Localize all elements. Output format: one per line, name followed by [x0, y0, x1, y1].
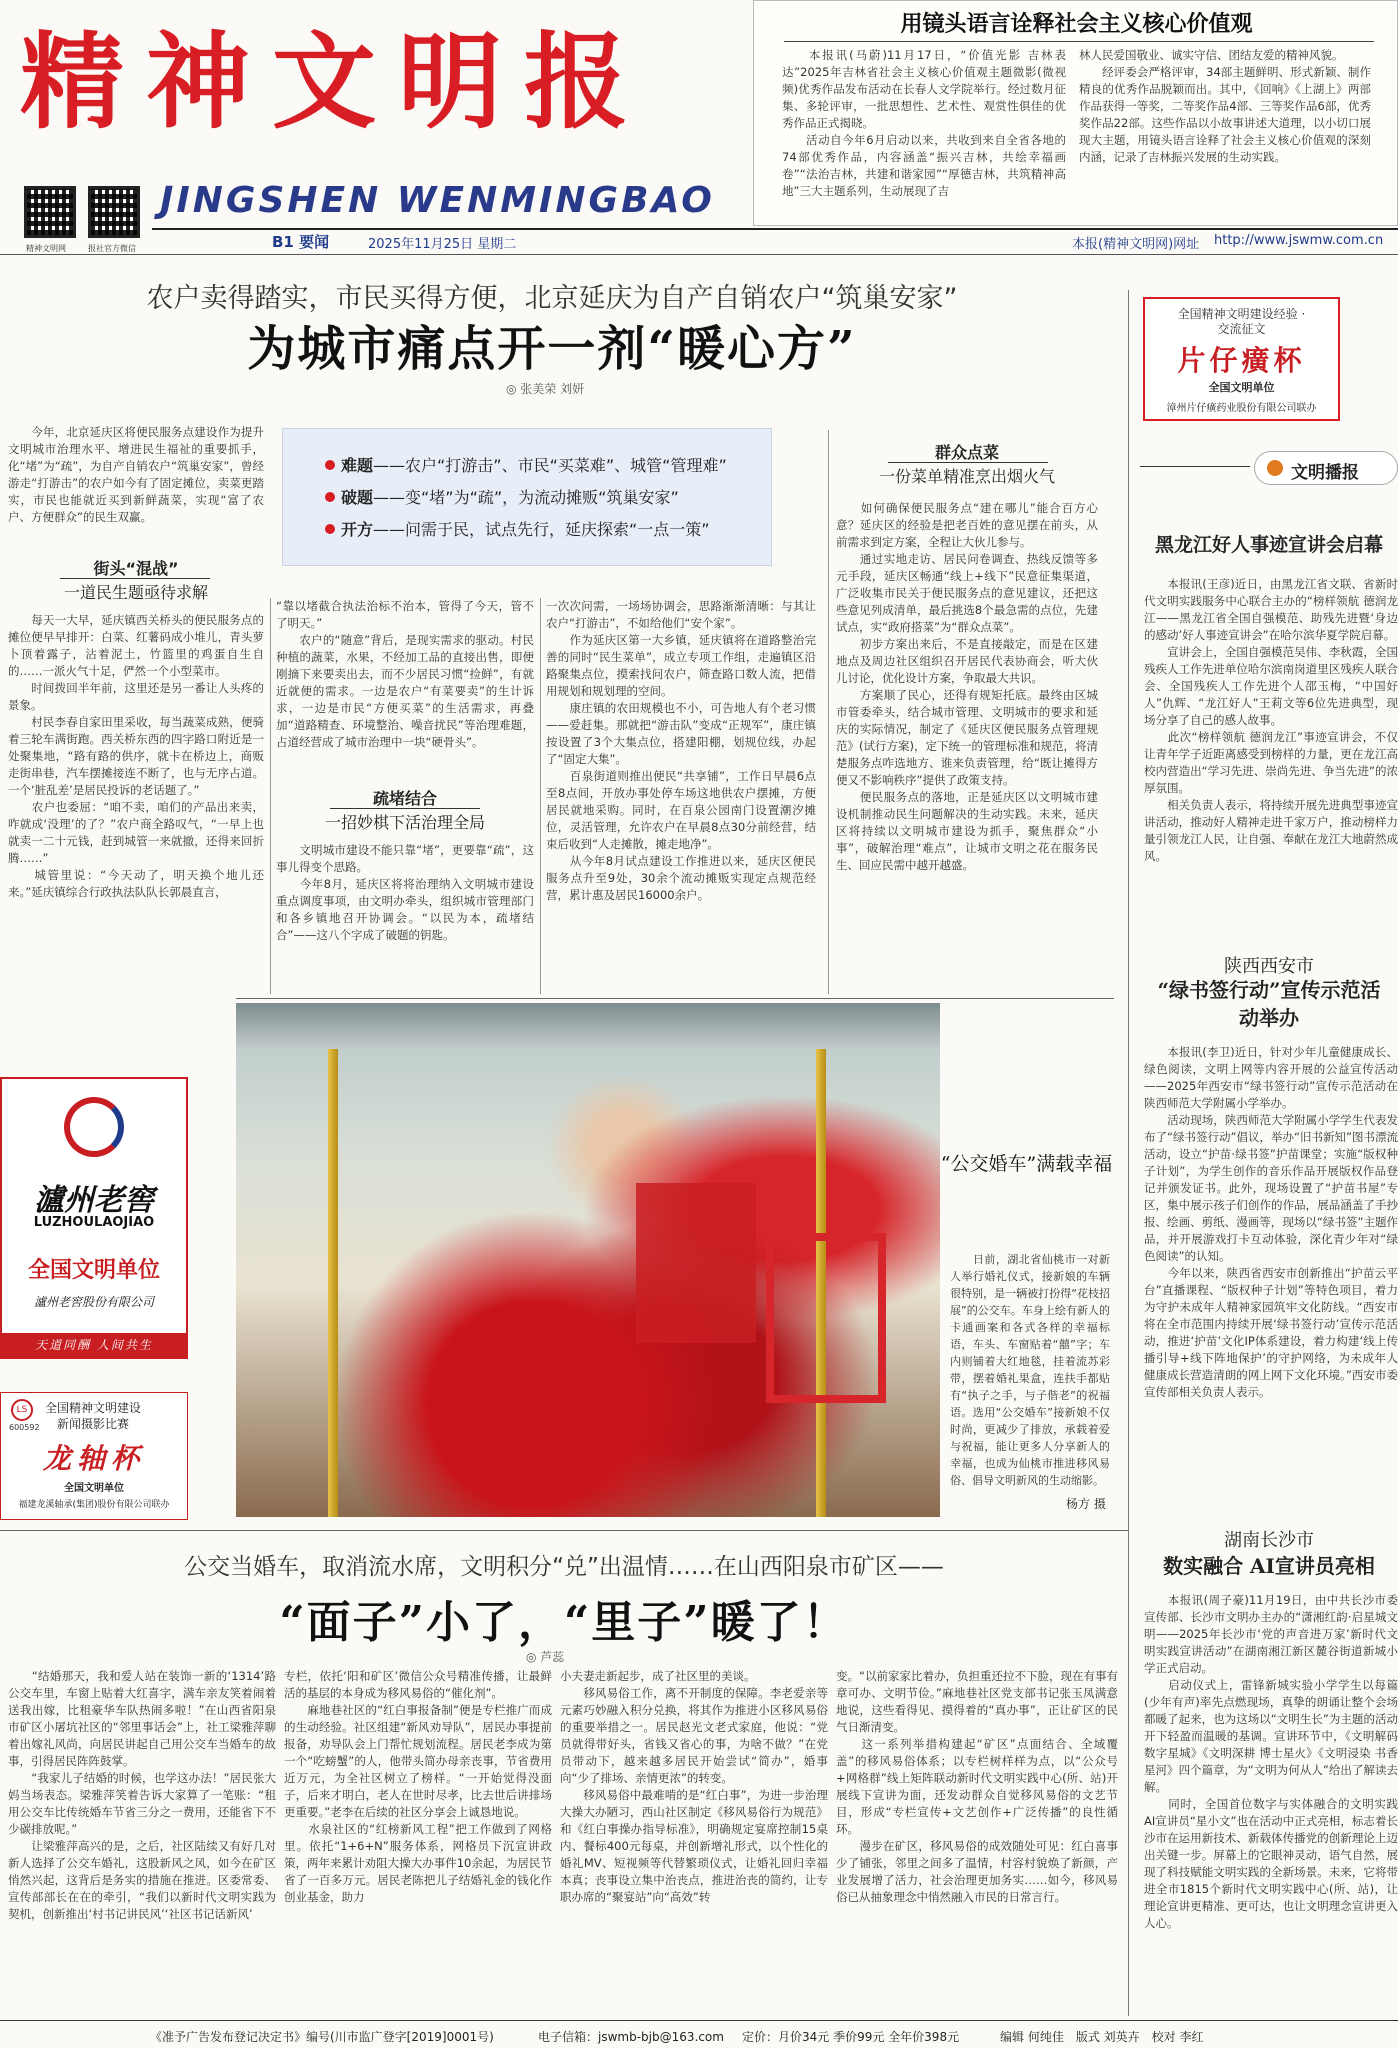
section4-head: 群众点菜: [934, 443, 999, 462]
section-label-badge: [1254, 451, 1398, 485]
story2-kicker: 陕西西安市: [1224, 956, 1314, 977]
story3-title: 数实融合 AI宣讲员亮相: [1163, 1554, 1375, 1578]
ad2-company: 瀘州老窖股份有限公司: [33, 1295, 154, 1309]
section3-text: 一次次问需，一场场协调会，思路渐渐清晰：与其让农户“打游击”，不如给他们“安个家”。 作为延庆区第一大乡镇，延庆镇将在道路整治完善的同时“民生菜单”，成立专项工作组，走遍镇区沿路聚集点位，摸索找问农户，筛查路口数人流，把借用规划和规划理的空间。 康庄镇的农田规模也不小，可告地人有个老习惯——爱赶集。那就把“游击队”变成“正规军”，康庄镇按设置了3个大集点位，搭建阳棚，划规位线，办起了“固定大集”。 百泉街道则推出便民“共享铺”，工作日早晨6点至8点间，开放办事处停车场这地供农户摆摊，方便居民就地采购。同时，在百泉公园南门设置潮汐摊位，灵活管理，允许农户在早晨8点30分前经营，结束后收到“人走摊散，摊走地净”。 从今年8月试点建设工作推进以来，延庆区便民服务点升至9处，30余个流动摊贩实现定点规范经营，累计惠及居民16000余户。: [546, 599, 816, 902]
bullet-icon: [325, 524, 335, 534]
footer-email[interactable]: 电子信箱：jswmb-bjb@163.com: [538, 2030, 724, 2044]
site-label: 本报(精神文明网)网址: [1072, 237, 1200, 252]
ad2-slogan: 天道同酬 人间共生: [2, 1333, 186, 1357]
section-label: 文明播报: [1291, 463, 1359, 483]
page-label: B1 要闻: [272, 233, 330, 251]
bottom-byline: ◎ 芦蕊: [526, 1650, 565, 1664]
bullet-icon: [325, 460, 335, 470]
ad2-pinyin: LUZHOULAOJIAO: [33, 1215, 155, 1230]
section2-sub: 一招妙棋下活治理全局: [324, 813, 485, 832]
ad3-mid: 全国文明单位: [64, 1483, 124, 1494]
issue-date: 2025年11月25日 星期二: [368, 237, 517, 252]
ad1-brand: 片仔癀杯: [1177, 344, 1306, 377]
main-kicker: 农户卖得踏实，市民买得方便，北京延庆为自产自销农户“筑巢安家”: [146, 283, 958, 314]
story3-kicker: 湖南长沙市: [1224, 1530, 1314, 1551]
ad2-brand: 瀘州老窖: [34, 1183, 154, 1218]
section2-text: “靠以堵截合执法治标不治本，管得了今天，管不了明天。” 农户的“随意”背后，是现实需求的驱动。村民种植的蔬菜，水果，不经加工品的直接出售，即便刚摘下来要卖出去，而不少居民习惯“捡鲜”，有就近就便的需求。一边是农户“有菜要卖”的生计诉求，一边是市民“方便买菜”的生活需求，再叠加“道路精查、环境整治、噪音扰民”等治理难题，占道经营成了城市治理中一块“硬骨头”。: [276, 599, 534, 749]
luzhoulaojiao-ad: [0, 1077, 188, 1359]
summary-label: 开方: [341, 520, 374, 539]
section1-head: 街头“混战”: [93, 559, 179, 578]
footer-staff: 编辑 何纯佳 版式 刘英卉 校对 李红: [1000, 2030, 1204, 2044]
site-url[interactable]: http://www.jswmw.com.cn: [1214, 233, 1384, 248]
ad3-code: 600592: [9, 1423, 40, 1432]
bottom-col4: 变。“以前家家比着办，负担重还拉不下脸，现在有事有章可办、文明节俭。”麻地巷社区党支部书记张玉凤满意地说，这些看得见、摸得着的“真办事”，正让矿区的民气日渐清变。 这一系列举措构建起“矿区”点面结合、全域覆盖”的移风易俗体系；以专栏树样样为点，以“公众号+网格群”线上矩阵联动新时代文明实践中心(所、站)开展线下宣讲为面，还发动群众自觉移风易俗的文艺节目，形成“专栏宣传+文艺创作+广泛传播”的良性循环。 漫步在矿区，移风易俗的成效随处可见：红白喜事少了铺张，邻里之间多了温情，村容村貌焕了新颜，产业发展增了活力，社会治理更加务实……如今，移风易俗已从抽象理念中悄然融入市民的日常言行。: [836, 1669, 1118, 1904]
bottom-col1: “结婚那天，我和爱人站在装饰一新的‘1314’路公交车里，车窗上贴着大红喜字，满车亲友笑着闹着送我出嫁，比租豪华车队热闹多啦！”在山西省阳泉市矿区小屠坑社区的“邻里事话会”上，社工梁雅萍聊着出嫁礼风尚，向居民讲起自己用公交车当婚车的故事，引得居民阵阵鼓掌。 “我家儿子结婚的时候，也学这办法！”居民张大妈当场表态。梁雅萍笑着告诉大家算了一笔账：“租用公交车比传统婚车节省三分之一费用，还能省下不少碳排放呢。” 让梁雅萍高兴的是，之后，社区陆续又有好几对新人选择了公交车婚礼，这股新风之风，如今在矿区悄然兴起，这背后是务实的措施在推进。区委常委、宣传部部长在在的牵引，“我们以新时代文明实践为契机，创新推出‘村书记讲民风’‘社区书记话新风’: [8, 1669, 276, 1921]
section2-text2: 文明城市建设不能只靠“堵”，更要靠“疏”，这事儿得变个思路。 今年8月，延庆区将将治理纳入文明城市建设重点调度事项，由文明办牵头，组织城市管理部门和各乡镇地召开协调会。“以民为本，疏堵结合”——这八个字成了破题的钥匙。: [276, 843, 534, 942]
masthead-title: 精神文明报: [20, 20, 651, 143]
story1-title: 黑龙江好人事迹宣讲会启幕: [1154, 534, 1383, 556]
ls-logo-icon: LS: [11, 1399, 33, 1421]
pianzaihuang-ad: [1143, 297, 1340, 421]
section2-head: 疏堵结合: [372, 789, 437, 808]
ad3-brand: 龙轴杯: [42, 1442, 145, 1475]
ad1-mid: 全国文明单位: [1208, 381, 1275, 394]
section4-sub: 一份菜单精准烹出烟火气: [878, 467, 1055, 486]
bus-wedding-photo: [236, 1003, 940, 1517]
top-story-box: [753, 0, 1398, 226]
bottom-kicker: 公交当婚车，取消流水席，文明积分“兑”出温情……在山西阳泉市矿区——: [184, 1554, 944, 1580]
top-story-col2: 林人民爱国敬业、诚实守信、团结友爱的精神风貌。 经评委会严格评审，34部主题鲜明、形式新颖、制作精良的优秀作品脱颖而出。其中，《回响》《上湖上》两部作品获得一等奖，二等奖作品4部、三等奖作品6部，优秀奖作品22部。这些作品以小故事讲述大道理，以小切口展现大主题，用镜头语言诠释了社会主义核心价值观的深刻内涵，记录了吉林振兴发展的生动实践。: [1079, 48, 1371, 164]
ad3-company: 福建龙溪轴承(集团)股份有限公司联办: [18, 1500, 170, 1510]
story1-text: 本报讯(王彦)近日，由黑龙江省文联、省新时代文明实践服务中心联合主办的“榜样领航 德润龙江——黑龙江省全国自强模范、助残先进暨‘身边的感动’好人事迹宣讲会”在哈尔滨华夏学院启幕。 宣讲会上，全国自强模范吴伟、李秋霞，全国残疾人工作先进单位哈尔滨南岗道里区残疾人联合会、全国残疾人工作先进个人邵玉梅，“中国好人”仇辉、“龙江好人”王莉文等6位先进典型，现场分享了自己的感人故事。 此次“榜样领航 德润龙江”事迹宣讲会，不仅让青年学子近距离感受到榜样的力量，更在龙江高校内营造出“学习先进、崇尚先进、争当先进”的浓厚氛围。 相关负责人表示，将持续开展先进典型事迹宣讲活动，推动好人精神走进千家万户，推动榜样力量引领龙江人民，让自强、奉献在龙江大地蔚然成风。: [1144, 577, 1398, 863]
bottom-col3: 小夫妻走新起步，成了社区里的美谈。 移风易俗工作，离不开制度的保障。李老爱亲等元素巧妙融入积分兑换，将其作为推进小区移风易俗的重要举措之一。居民赵光文老式家庭，他说：“党员就得带好头，省钱又省心的事，为啥不做？”在党员带动下，越来越多居民开始尝试“简办”，婚事向“少了排场、亲情更浓”的转变。 移风易俗中最难啃的是“红白事”，为进一步治理大操大办陋习，西山社区制定《移风易俗行为规范》和《红白事操办指导标准》，明确规定宴席控制15桌内、餐标400元每桌，并创新增礼形式，以个性化的婚礼MV、短视频等代替繁琐仪式，让婚礼回归幸福本真；丧事设立集中治丧点，推进治丧的简约，让专职办席的“聚宴站”向“高效”转: [560, 1669, 828, 1904]
top-story-col1: 本报讯(马蔚)11月17日，“价值光影 吉林表达”2025年吉林省社会主义核心价值观主题微影(微视频)优秀作品发布活动在长春人文学院举行。经过数月征集、多轮评审，一批思想性、艺术性、观赏性俱佳的优秀作品正式揭晓。 活动自今年6月启动以来，共收到来自全省各地的74部优秀作品，内容涵盖“振兴吉林，共绘幸福画卷”“法治吉林，共建和谐家园”“厚德吉林，共筑精神高地”三大主题系列，生动展现了吉: [782, 48, 1066, 198]
story3-text: 本报讯(周子豪)11月19日，由中共长沙市委宣传部、长沙市文明办主办的“潇湘红韵·启星城文明——2025年长沙市‘党的声音进万家’新时代文明实践宣讲活动”在湖南湘江新区麓谷街道新城小学正式启动。 启动仪式上，雷锋新城实验小学学生以每篇(少年有声)率先点燃现场，真挚的朗诵让整个会场都暖了起来，也为这场以“文明生长”为主题的活动开下轻盈而温暖的基调。宣讲环节中，《文明解码 数字星城》《文明深耕 博士星火》《文明浸染 书香星河》四个篇章，为“文明为何从人”给出了解读去解。 同时，全国首位数字与实体融合的文明实践 AI宣讲员“星小文”也在活动中正式亮相，标志着长沙市在运用新技术、新载体传播党的创新理论上迈出关键一步。屏幕上的它眼神灵动，语气自然，展现了科技赋能文明实践的全新场景。未来，它将带进全市1815个新时代文明实践中心(所、站)，让理论宣讲更精准、更可达，也让文明理念宣讲更入人心。: [1144, 1593, 1398, 1930]
ad3-top2: 新闻摄影比赛: [57, 1417, 130, 1431]
luzhou-logo-icon: [64, 1097, 124, 1157]
section4-text: 如何确保便民服务点“建在哪儿”能合百方心意？延庆区的经验是把老百姓的意见摆在前头，从前需求到定方案，全程让大伙儿参与。 通过实地走访、居民问卷调查、热线反馈等多元手段，延庆区畅通“线上+线下”民意征集渠道，广泛收集市民关于便民服务点的意见建议，还把这些意见列成清单，最后挑选8个最急需的点位，先建试点，实“政府搭菜”为“群众点菜”。 初步方案出来后，不是直接敲定，而是在区建地点及周边社区组织召开居民代表协商会，听大伙儿讨论，优化设计方案，争取最大共识。 方案顺了民心，还得有规矩托底。最终由区城市管委牵头，结合城市管理、文明城市的要求和延庆的实际情况，制定了《延庆区便民服务点管理规范》(试行方案)，定下统一的管理标准和规范，将清楚服务点咋选地方、谁来负责管理，给“既让摊得方便又不影响秩序”提供了政策支持。 便民服务点的落地，正是延庆区以文明城市建设机制推动民生问题解决的生动实践。未来，延庆区将持续以文明城市建设为抓手，聚焦群众“小事”，破解治理“难点”，让城市文明之花在服务民生、回应民需中越开越盛。: [836, 501, 1098, 872]
main-intro: 今年，北京延庆区将便民服务点建设作为提升文明城市治理水平、增进民生福祉的重要抓手，化“堵”为“疏”，为自产自销农户“筑巢安家”，曾经游走“打游击”的农户如今有了固定摊位，卖菜更踏实，市民也能就近买到新鲜蔬菜，实现“富了农户、方便群众”的民生双赢。: [8, 425, 264, 524]
ad2-label: 全国文明单位: [27, 1257, 160, 1283]
footer: [0, 2024, 1398, 2048]
main-headline: 为城市痛点开一剂“暖心方”: [247, 321, 857, 377]
masthead-pinyin: JINGSHEN WENMINGBAO: [160, 180, 715, 221]
bullet-icon: [325, 492, 335, 502]
story2-text: 本报讯(李卫)近日，针对少年儿童健康成长、绿色阅读，文明上网等内容开展的公益宣传活动——2025年西安市“绿书签行动”宣传示范活动在陕西师范大学附属小学举办。 活动现场，陕西师范大学附属小学学生代表发布了“绿书签行动”倡议，举办“旧书新知”图书漂流活动，设立“护苗·绿书签”护苗课堂；实施“版权种子计划”，为学生创作的音乐作品开展版权作品登记并颁发证书。此外，现场设置了“护苗书屋”专区，集中展示孩子们创作的作品，展品涵盖了手抄报、绘画、剪纸、漫画等，现场以“绿书签”主题作品，并开展游戏打卡互动体验，深化青少年对“绿色阅读”的认知。 今年以来，陕西省西安市创新推出“护苗云平台”直播课程、“版权种子计划”等特色项目，着力为守护未成年人精神家园筑牢文化防线。“西安市将在全市范围内持续开展‘绿书签行动’宣传示范活动，推进‘护苗’文化IP体系建设，着力构建‘线上传播引导+线下阵地保护’的守护网络，为未成年人健康成长营造清朗的网上网下文化环境。”西安市委宣传部相关负责人表示。: [1144, 1045, 1398, 1399]
section1-text: 每天一大早，延庆镇西关桥头的便民服务点的摊位便早早排开：白菜、红薯码成小堆儿，青头萝卜顶着露子，沾着泥土，竹篮里的鸡蛋自生自的……一派火气十足，俨然一个小型菜市。 时间拨回半年前，这里还是另一番让人头疼的景象。 村民李春自家田里采收，每当蔬菜成熟，便骑着三轮车满街跑。西关桥东西的四字路口附近是一处聚集地，“路有路的供序，就卡在桥边上，商贩走街串巷，汽车摆摊接连不断了，也与无序占道。一个‘脏乱差’是居民投诉的老话题了。” 农户也委屈：“咱不卖，咱们的产品出来卖，咋就成‘没理’的了？”农户商全路叹气，“一早上也就卖一二十元钱，赶到城管一来就撤，还得来回折腾……” 城管里说：“今天动了，明天换个地儿还来。”延庆镇综合行政执法队队长郭晨直言，: [8, 613, 264, 899]
section1-sub: 一道民生题亟待求解: [63, 583, 208, 602]
summary-text: ——变“堵”为“疏”，为流动摊贩“筑巢安家”: [373, 488, 679, 507]
ad1-top: 全国精神文明建设经验 · 交流征文: [1177, 307, 1310, 336]
qr-caption-1: 精神文明网: [26, 244, 66, 253]
longzhou-ad: [0, 1392, 188, 1520]
top-story-title: 用镜头语言诠释社会主义核心价值观: [900, 11, 1253, 37]
summary-text: ——农户“打游击”、市民“买菜难”、城管“管理难”: [373, 456, 727, 475]
photo-caption-box: [940, 1003, 1113, 1517]
story2-title: “绿书签行动”宣传示范活动举办: [1157, 978, 1381, 1030]
speaker-icon: [1267, 460, 1283, 476]
summary-label: 难题: [341, 456, 374, 475]
footer-price: 定价：月价34元 季价99元 全年价398元: [742, 2030, 960, 2044]
qr-caption-2: 报社官方微信: [88, 244, 136, 253]
summary-text: ——问需于民，试点先行，延庆探索“一点一策”: [373, 520, 710, 539]
ad1-company: 漳州片仔癀药业股份有限公司联办: [1166, 403, 1317, 414]
photo-credit: 杨方 摄: [1066, 1497, 1106, 1511]
footer-license: 《准予广告发布登记决定书》编号(川市监广登字[2019]0001号): [150, 2030, 494, 2044]
bottom-headline: “面子”小了，“里子”暖了！: [279, 1597, 849, 1648]
qr-code-1: [24, 186, 76, 238]
ad3-top1: 全国精神文明建设: [45, 1401, 142, 1415]
summary-label: 破题: [341, 488, 374, 507]
photo-text: 日前，湖北省仙桃市一对新人举行婚礼仪式，接新娘的车辆很特别，是一辆被打扮得“花枝招展”的公交车。车身上绘有新人的卡通画案和各式各样的幸福标语，车头、车窗贴着“囍”字；车内则铺着大红地毯，挂着流苏彩带，摆着婚礼果盒，连扶手都贴有“执子之手，与子偕老”的祝福语。选用“公交婚车”接新娘不仅时尚，更减少了排放，承载着爱与祝福，能让更多人分享新人的幸福，也成为仙桃市推进移风易俗、倡导文明新风的生动缩影。: [950, 1253, 1110, 1487]
main-byline: ◎ 张美荣 刘妍: [506, 382, 585, 396]
photo-title: “公交婚车”满载幸福: [940, 1153, 1113, 1175]
bottom-col2: 专栏，依托‘阳和矿区’微信公众号精准传播，让最鲜活的基层的本身成为移风易俗的“催化剂”。 麻地巷社区的“红白事报备制”便是专栏推广而成的生动经验。社区组建“新风劝导队”，居民办事提前报备，劝导队会上门帮忙规划流程。居民老李成为第一个“吃螃蟹”的人，他带头简办母亲丧事，节省费用近万元，为全社区树立了榜样。“一开始觉得没面子，后来才明白，老人在世时尽孝，比去世后讲排场更重要。”老李在后续的社区分享会上诚恳地说。 水泉社区的“红榜新风工程”把工作做到了网格里。依托“1+6+N”服务体系，网格员下沉宣讲政策，两年来累计劝阻大操大办事件10余起，为居民节省了一百多万元。居民老陈把儿子结婚礼金的钱化作创业基金，助力: [284, 1669, 552, 1904]
qr-code-2: [88, 186, 140, 238]
summary-box: [282, 428, 772, 566]
